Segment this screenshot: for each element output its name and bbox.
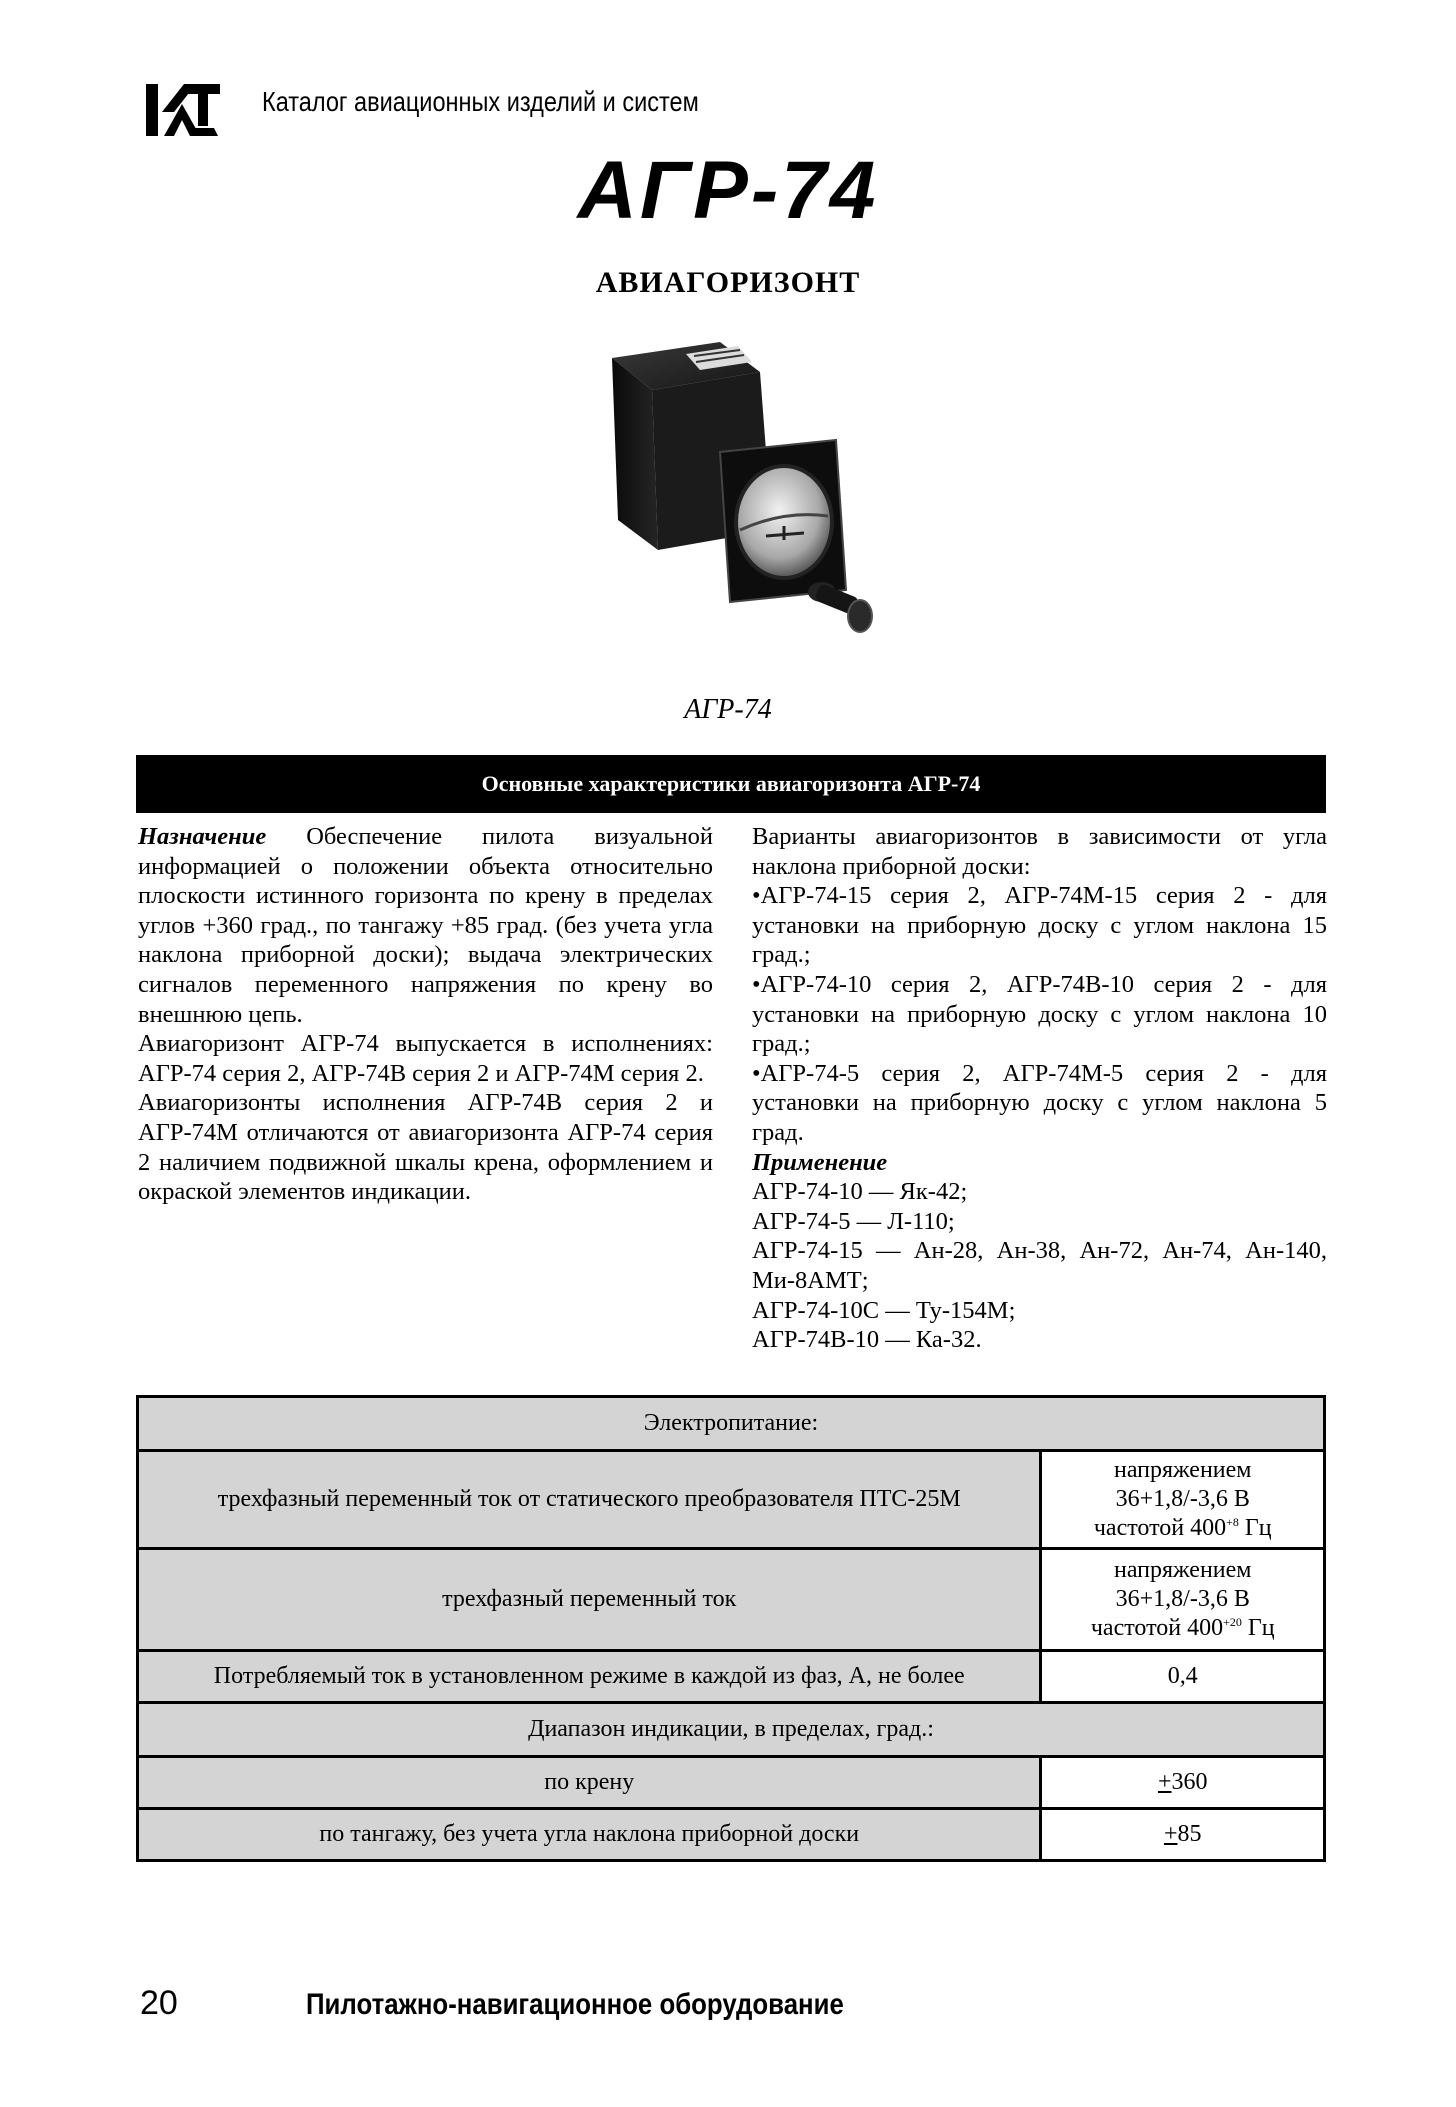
row-label: по тангажу, без учета угла наклона приборной доски: [138, 1809, 1041, 1861]
row-value: [1041, 1549, 1325, 1651]
table-row: [138, 1397, 1325, 1451]
purpose-paragraph: [138, 822, 713, 1029]
table-row: [138, 1703, 1325, 1757]
section-banner: Основные характеристики авиагоризонта АГР-74: [136, 755, 1326, 813]
application-item: АГР-74-10С — Ту-154М;: [752, 1296, 1016, 1324]
photo-caption: АГР-74: [684, 694, 772, 725]
value-line: частотой $400^{+20}$ Гц: [1090, 1615, 1275, 1641]
footer-section-title: Пилотажно-навигационное оборудование: [306, 1988, 844, 2021]
variants-intro: Варианты авиагоризонтов в зависимости от угла наклона приборной доски:: [752, 823, 1327, 880]
versions-paragraph: Авиагоризонт АГР-74 выпускается в исполнениях: АГР-74 серия 2, АГР-74В серия 2 и АГР-74М серия 2.: [138, 1030, 713, 1087]
catalog-title: Каталог авиационных изделий и систем: [262, 86, 699, 117]
logo-icon: [144, 82, 220, 138]
variant-item: •АГР-74-10 серия 2, АГР-74В-10 серия 2 - для установки на приборную доску с углом наклона 10 град.;: [752, 970, 1327, 1058]
product-subtitle: АВИАГОРИЗОНТ: [595, 266, 861, 299]
row-value: +85: [1041, 1809, 1325, 1861]
page-number: 20: [140, 1984, 178, 2022]
table-row: [138, 1757, 1325, 1809]
row-label: трехфазный переменный ток от статического преобразователя ПТС-25М: [138, 1451, 1041, 1549]
row-value: 0,4: [1041, 1651, 1325, 1703]
purpose-label: Назначение: [138, 823, 267, 850]
value-line: частотой $400^{+8}$ Гц: [1093, 1515, 1272, 1541]
value-line: напряжением: [1113, 1557, 1252, 1583]
device-photo: [590, 340, 930, 670]
right-column: [752, 822, 1327, 1355]
value-line: 36+1,8/-3,6 В: [1115, 1586, 1250, 1612]
table-row: [138, 1549, 1325, 1651]
power-header: Электропитание:: [138, 1397, 1325, 1451]
value-line: 36+1,8/-3,6 В: [1115, 1486, 1250, 1512]
value-line: напряжением: [1113, 1457, 1252, 1483]
table-row: [138, 1809, 1325, 1861]
table-row: [138, 1651, 1325, 1703]
spec-table: [136, 1395, 1326, 1862]
purpose-text: Обеспечение пилота визуальной информацией о положении объекта относительно плоскости истинного горизонта по крену в пределах углов +360 град., по тангажу +85 град. (без учета угла наклона приборной доски); выдача электрических сигналов переменного напряжения по крену во внешнюю цепь.: [138, 823, 713, 1028]
row-value: +360: [1041, 1757, 1325, 1809]
application-item: АГР-74-5 — Л-110;: [752, 1207, 955, 1235]
row-label: по крену: [138, 1757, 1041, 1809]
variant-item: •АГР-74-15 серия 2, АГР-74М-15 серия 2 - для установки на приборную доску с углом наклона 15 град.;: [752, 882, 1327, 969]
application-item: АГР-74В-10 — Ка-32.: [752, 1326, 982, 1354]
application-label: Применение: [752, 1148, 888, 1176]
table-row: [138, 1451, 1325, 1549]
differences-paragraph: Авиагоризонты исполнения АГР-74В серия 2 и АГР-74М отличаются от авиагоризонта АГР-74 серия 2 наличием подвижной шкалы крена, оформлением и окраской элементов индикации.: [138, 1089, 713, 1206]
left-column: [138, 822, 713, 1207]
row-label: трехфазный переменный ток: [138, 1549, 1041, 1651]
row-label: Потребляемый ток в установленном режиме в каждой из фаз, А, не более: [138, 1651, 1041, 1703]
variant-item: •АГР-74-5 серия 2, АГР-74М-5 серия 2 - для установки на приборную доску с углом наклона 5 град.: [752, 1059, 1327, 1146]
application-item: АГР-74-10 — Як-42;: [752, 1178, 968, 1206]
product-title: АГР-74: [577, 145, 879, 236]
row-value: [1041, 1451, 1325, 1549]
range-header: Диапазон индикации, в пределах, град.:: [138, 1703, 1325, 1757]
application-item: АГР-74-15 — Ан-28, Ан-38, Ан-72, Ан-74, Ан-140, Ми-8АМТ;: [752, 1237, 1327, 1294]
